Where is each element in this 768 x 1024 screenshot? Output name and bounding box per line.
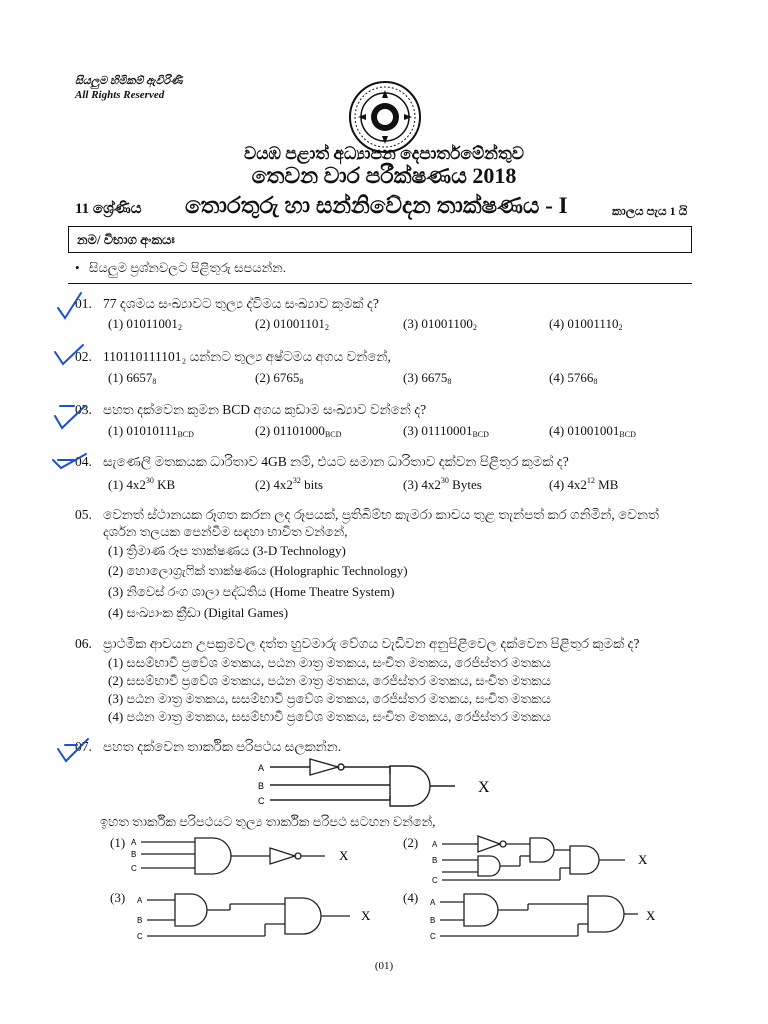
svg-text:C: C [432, 876, 438, 885]
svg-text:A: A [432, 840, 438, 849]
option-1-label[interactable]: (1) [110, 835, 126, 850]
svg-text:C: C [131, 864, 137, 873]
question-text: පහත දක්වෙන කුමන BCD අගය කුඩාම සංඛ්‍යාව වන්නේ ද? [103, 402, 427, 417]
bullet-icon: • [75, 260, 80, 275]
svg-text:X: X [361, 908, 371, 923]
input-c-label: C [258, 796, 265, 806]
check-mark-icon [55, 290, 85, 322]
svg-text:X: X [638, 852, 648, 867]
check-mark-icon [55, 735, 91, 765]
svg-text:B: B [432, 856, 438, 865]
option-1[interactable]: (1) ත්‍රිමාණ රූප තාක්ෂණය (3-D Technology) [108, 543, 346, 558]
option-3[interactable]: (3) $01110001_{BCD}$ [403, 423, 489, 439]
check-mark-icon [50, 450, 90, 472]
divider [68, 283, 692, 284]
instruction-text: සියලුම ප්‍රශ්නවලට පිළිතුරු සපයන්න. [89, 260, 286, 275]
option-4[interactable]: (4) $01001110_2$ [549, 316, 623, 332]
option-2-label[interactable]: (2) [403, 835, 419, 850]
question-number: 04. [75, 454, 92, 469]
question-number: 03. [75, 402, 92, 417]
emblem-icon [348, 80, 422, 154]
question-6 [75, 635, 639, 653]
page-number: (01) [374, 960, 394, 972]
question-2 [75, 348, 391, 366]
option-3[interactable]: (3) $01001100_2$ [403, 316, 477, 332]
svg-text:X: X [339, 848, 349, 863]
option-4[interactable]: (4) $01001001_{BCD}$ [549, 423, 636, 439]
svg-text:X: X [646, 908, 656, 923]
svg-text:A: A [430, 898, 436, 907]
question-number: 06. [75, 636, 92, 651]
check-mark-icon [52, 400, 88, 432]
question-text: සැණෙලි මතකයක ධාරිතාව 4GB නම්, එයට සමාන ධාරිතාව දක්වන පිළිතුර කුමක් ද? [103, 454, 569, 469]
svg-text:B: B [131, 850, 137, 859]
option-4-label[interactable]: (4) [403, 890, 419, 905]
option-2[interactable]: (2) සසම්භාවී ප්‍රවේශ මතකය, පඨන මාත්‍ර මතකය, රෙජිස්තර මතකය, සංචිත මතකය [108, 673, 551, 688]
question-number: 07. [75, 739, 92, 754]
question-5 [75, 506, 705, 524]
input-b-label: B [258, 781, 265, 791]
question-3 [75, 401, 426, 419]
option-4[interactable]: (4) පඨන මාත්‍ර මතකය, සසම්භාවී ප්‍රවේශ මතකය, සංචිත මතකය, රෙජිස්තර මතකය [108, 709, 551, 724]
option-4[interactable]: (4) සංඛ්‍යාංක ක්‍රීඩා (Digital Games) [108, 605, 289, 620]
question-number: 01. [75, 296, 92, 311]
question-text: 110110111101₂ යන්නට තුල්‍ය අෂ්ටමය අගය වන්නේ, [103, 349, 391, 364]
option-4[interactable]: (4) $4x2^{12}$ MB [549, 476, 619, 492]
question-number: 02. [75, 349, 92, 364]
option-1-circuit[interactable] [125, 832, 365, 882]
svg-text:C: C [430, 932, 436, 941]
output-x-label: X [478, 779, 490, 796]
option-2-circuit[interactable] [430, 832, 680, 888]
logic-circuit-main [250, 752, 510, 812]
option-2[interactable]: (2) $01001101_2$ [255, 316, 329, 332]
svg-text:C: C [137, 932, 143, 941]
option-2[interactable]: (2) $6765_8$ [255, 370, 304, 386]
option-4-circuit[interactable] [428, 890, 678, 946]
department-name: වයඹ පළාත් අධ්‍යාපන දෙපාර්තමේන්තුව [243, 144, 525, 163]
option-3[interactable]: (3) පඨන මාත්‍ර මතකය, සසම්භාවී ප්‍රවේශ මතකය, රෙජිස්තර මතකය, සංචිත මතකය [108, 691, 551, 706]
option-1[interactable]: (1) $01011001_2$ [108, 316, 182, 332]
option-3[interactable]: (3) $6675_8$ [403, 370, 452, 386]
rights-notice [75, 74, 182, 102]
check-mark-icon [52, 342, 86, 368]
question-5-text-continued: දර්ශන තලයක පෙන්වීම සඳහා භාවිත වන්නේ, [103, 524, 348, 539]
option-2[interactable]: (2) හොලොග්‍රැෆික් තාක්ෂණය (Holographic Technology) [108, 563, 408, 578]
question-4 [75, 453, 569, 471]
name-index-box[interactable]: නම/ විභාග අංකයඃ [68, 226, 692, 253]
option-1[interactable]: (1) සසම්භාවී ප්‍රවේශ මතකය, පඨන මාත්‍ර මතකය, සංචිත මතකය, රෙජිස්තර මතකය [108, 655, 551, 670]
svg-text:A: A [137, 896, 143, 905]
question-text: ප්‍රාථමික ආචයන උපක්‍රමවල දත්ත හුවමාරු වේගය වැඩිවන අනුපිළිවෙල දක්වෙන පිළිතුර කුමක් ද? [103, 636, 640, 651]
option-3[interactable]: (3) $4x2^{30}$ Bytes [403, 476, 482, 492]
option-2[interactable]: (2) $4x2^{32}$ bits [255, 476, 323, 492]
option-4[interactable]: (4) $5766_8$ [549, 370, 598, 386]
option-1[interactable]: (1) $01010111_{BCD}$ [108, 423, 194, 439]
svg-text:A: A [131, 838, 137, 847]
subject-title: තොරතුරු හා සන්නිවේදන තාක්ෂණය - I [185, 193, 568, 218]
instruction [75, 260, 286, 276]
rights-english: All Rights Reserved [75, 89, 165, 101]
exam-title: තෙවන වාර පරීක්ෂණය 2018 [251, 163, 517, 188]
option-3[interactable]: (3) නිවෙස් රංග ශාලා පද්ධතිය (Home Theatre System) [108, 584, 395, 599]
option-3-circuit[interactable] [135, 890, 385, 946]
rights-sinhala: සියලුම හිමිකම් ඇවිරිණි [75, 75, 183, 87]
question-1 [75, 295, 379, 313]
option-1[interactable]: (1) $4x2^{30}$ KB [108, 476, 176, 492]
svg-text:B: B [430, 916, 436, 925]
option-3-label[interactable]: (3) [110, 890, 126, 905]
option-2[interactable]: (2) $01101000_{BCD}$ [255, 423, 342, 439]
question-7-text-continued: ඉහත තාර්කික පරිපථයට තුල්‍ය තාර්කික පරිපථ සටහන වන්නේ, [100, 814, 436, 829]
svg-text:B: B [137, 916, 143, 925]
input-a-label: A [258, 763, 265, 773]
option-1[interactable]: (1) $6657_8$ [108, 370, 157, 386]
grade-label: 11 ශ්‍රේණිය [75, 201, 142, 217]
time-allowed: කාලය පැය 1 යි [612, 204, 688, 218]
question-number: 05. [75, 507, 92, 522]
question-text: වෙනත් ස්ථානයක රූගත කරන ලද රූපයක්, ප්‍රතිබිම්භ කැමරා කාචය තුළ තැන්පත් කර ගනිමින්, වෙනත් [103, 507, 659, 522]
question-text: පහත දක්වෙන තාර්කික පරිපථය සලකන්න. [103, 739, 342, 754]
question-text: 77 දශමය සංඛ්‍යාවට තුල්‍ය ද්විමය සංඛ්‍යාව කුමක් ද? [103, 296, 379, 311]
